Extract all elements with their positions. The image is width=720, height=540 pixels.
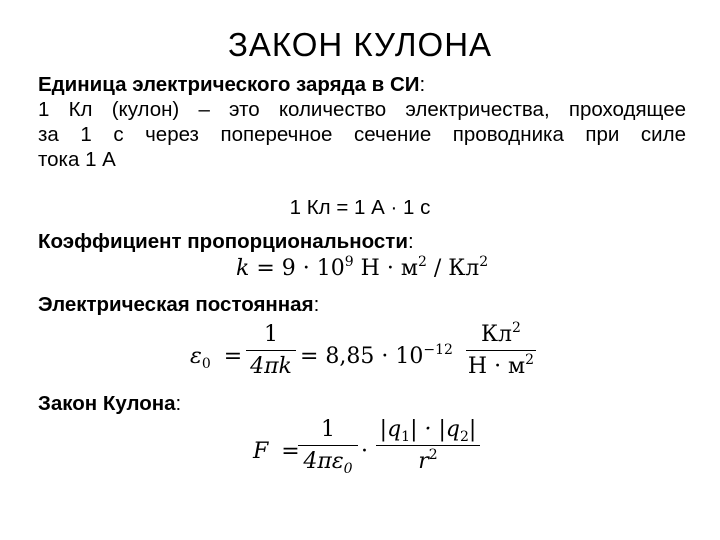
unit-formula: 1 Кл = 1 А · 1 с (289, 196, 431, 219)
k-slash-exponent: 2 (479, 254, 489, 270)
eps-lhs (190, 344, 243, 372)
q1-open: |q (379, 417, 402, 442)
force-fraction-denominator (298, 449, 358, 477)
force-fraction-bar (298, 445, 358, 446)
law-heading-colon: : (175, 392, 182, 415)
eps-unit-numerator (466, 322, 536, 347)
force-lhs (253, 439, 300, 464)
q2-close: | (468, 417, 477, 442)
force-charges-bar (376, 445, 480, 446)
r-exponent: 2 (428, 447, 438, 463)
unit-line-2: за 1 с через поперечное сечение проводника при силе (38, 123, 686, 146)
unit-heading-colon: : (419, 73, 426, 96)
eps-unit-numerator-text: Кл (481, 322, 513, 347)
unit-heading: Единица электрического заряда в СИ (38, 73, 420, 96)
law-heading: Закон Кулона (38, 392, 176, 415)
const-heading-colon: : (313, 293, 320, 316)
eps-unit-denominator-exponent: 2 (525, 352, 535, 368)
unit-definition-block (38, 72, 686, 172)
eps-subscript: 0 (201, 356, 211, 372)
force-variable: F (253, 439, 269, 464)
k-formula (236, 256, 488, 281)
eps-fraction-denominator: 4πk (250, 354, 292, 379)
eps-value-exponent: −12 (423, 342, 453, 358)
q2-subscript: 2 (459, 429, 469, 445)
coef-heading-colon: : (407, 230, 414, 253)
coef-heading-line (38, 229, 686, 254)
eps-unit-fraction (466, 322, 536, 379)
force-dot: · (361, 439, 368, 464)
force-fraction (298, 417, 358, 477)
q1-subscript: 1 (401, 429, 411, 445)
eps-equals: = (223, 344, 243, 369)
eps-value (300, 344, 453, 369)
r-variable: r (418, 449, 429, 474)
force-charges-numerator (376, 417, 480, 445)
slide-title: ЗАКОН КУЛОНА (227, 26, 493, 63)
eps-fraction-numerator: 1 (264, 322, 278, 347)
coef-heading: Коэффициент пропорциональности (38, 230, 408, 253)
k-units-exponent: 2 (417, 254, 427, 270)
force-charges-denominator (376, 449, 480, 474)
k-exponent: 9 (344, 254, 354, 270)
q2-open: | · |q (410, 417, 460, 442)
unit-line-1: 1 Кл (кулон) – это количество электричества, проходящее (38, 98, 686, 121)
k-slash-units: / Кл (426, 256, 480, 281)
force-charges-fraction (376, 417, 480, 474)
unit-heading-line (38, 72, 686, 97)
eps-unit-numerator-exponent: 2 (512, 320, 521, 336)
force-fraction-numerator: 1 (321, 417, 335, 442)
eps-variable: ε (190, 344, 202, 369)
eps-value-text: = 8,85 · 10 (300, 344, 424, 369)
eps-unit-bar (466, 350, 536, 351)
eps-fraction-bar (246, 350, 296, 351)
const-heading: Электрическая постоянная (38, 293, 314, 316)
eps-unit-denominator-text: Н · м (467, 354, 526, 379)
force-equals: = (281, 439, 300, 464)
force-denominator-text: 4πε (303, 449, 344, 474)
law-heading-line (38, 391, 686, 416)
k-variable: k (236, 256, 250, 281)
eps-fraction (246, 322, 296, 379)
force-denominator-subscript: 0 (343, 461, 353, 477)
unit-line-3: тока 1 А (38, 148, 116, 171)
eps-unit-denominator (466, 354, 536, 379)
k-equals: = 9 · 10 (249, 256, 345, 281)
k-units: Н · м (353, 256, 418, 281)
const-heading-line (38, 292, 686, 317)
